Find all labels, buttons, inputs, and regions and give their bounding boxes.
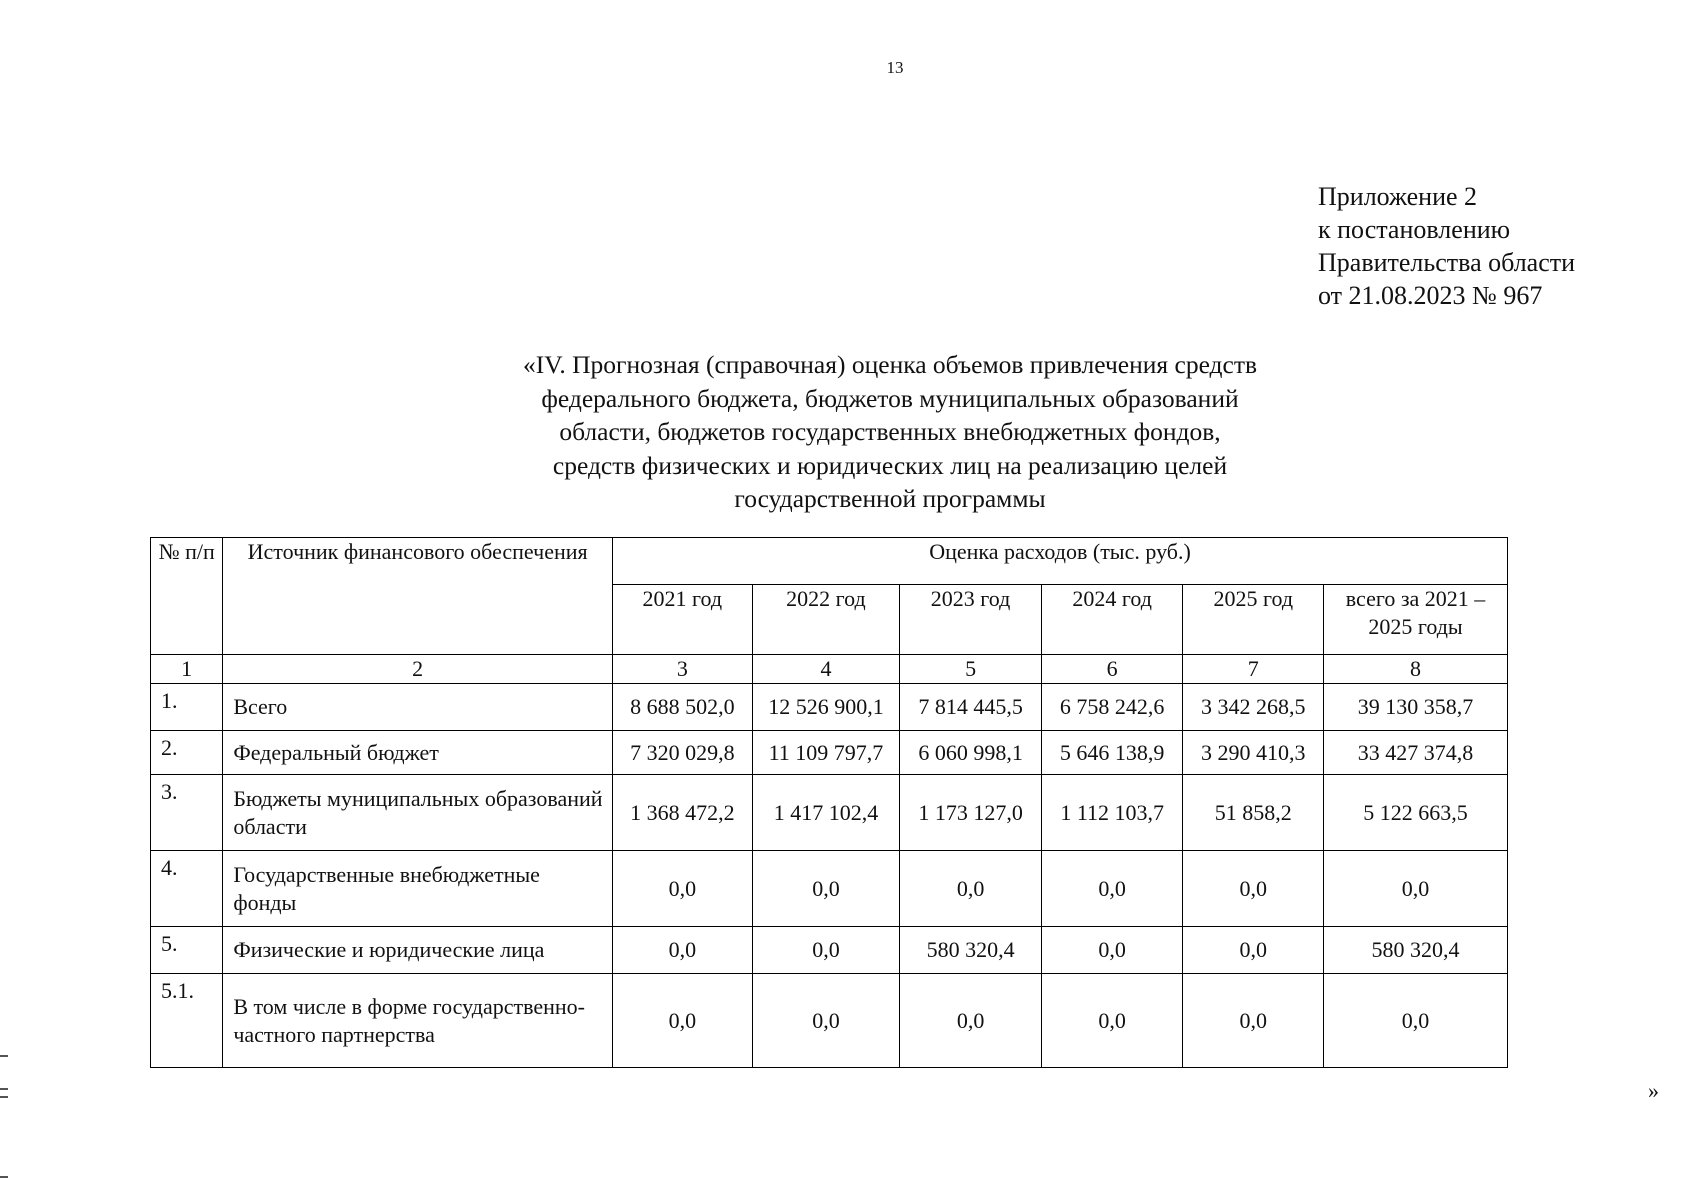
row-year-value: 1 112 103,7 xyxy=(1041,775,1183,851)
row-year-value: 7 814 445,5 xyxy=(900,684,1042,731)
row-year-value: 0,0 xyxy=(1041,974,1183,1068)
row-total-value: 0,0 xyxy=(1324,851,1508,927)
row-year-value: 5 646 138,9 xyxy=(1041,731,1183,775)
row-year-value: 0,0 xyxy=(752,851,900,927)
row-year-value: 0,0 xyxy=(1183,927,1324,974)
row-number: 4. xyxy=(151,851,223,927)
row-year-value: 0,0 xyxy=(613,974,753,1068)
row-year-value: 51 858,2 xyxy=(1183,775,1324,851)
header-year: 2025 год xyxy=(1183,585,1324,655)
row-year-value: 11 109 797,7 xyxy=(752,731,900,775)
row-year-value: 580 320,4 xyxy=(900,927,1042,974)
row-year-value: 1 417 102,4 xyxy=(752,775,900,851)
row-year-value: 0,0 xyxy=(900,974,1042,1068)
section-title-line: федерального бюджета, бюджетов муниципальных образований xyxy=(541,383,1239,413)
table-row xyxy=(151,684,1508,731)
column-number: 4 xyxy=(752,655,900,684)
row-source: Физические и юридические лица xyxy=(223,927,613,974)
appendix-line: Приложение 2 xyxy=(1318,182,1478,211)
row-source: В том числе в форме государственно-частного партнерства xyxy=(223,974,613,1068)
section-title-line: государственной программы xyxy=(734,484,1046,513)
column-number: 8 xyxy=(1324,655,1508,684)
row-number: 2. xyxy=(151,731,223,775)
table-row xyxy=(151,974,1508,1068)
row-year-value: 0,0 xyxy=(900,851,1042,927)
row-year-value: 0,0 xyxy=(613,851,753,927)
page-number: 13 xyxy=(886,58,904,77)
margin-tick xyxy=(0,1088,8,1090)
section-title xyxy=(420,348,1360,516)
column-number: 1 xyxy=(151,655,223,684)
row-year-value: 8 688 502,0 xyxy=(613,684,753,731)
table-row xyxy=(151,731,1508,775)
header-year: 2022 год xyxy=(752,585,900,655)
table-row xyxy=(151,927,1508,974)
row-year-value: 6 758 242,6 xyxy=(1041,684,1183,731)
row-total-value: 0,0 xyxy=(1324,974,1508,1068)
header-year: 2021 год xyxy=(613,585,753,655)
row-year-value: 0,0 xyxy=(1041,927,1183,974)
row-year-value: 0,0 xyxy=(1183,851,1324,927)
section-title-line: области, бюджетов государственных внебюджетных фондов, xyxy=(559,417,1221,446)
appendix-note xyxy=(1318,180,1575,312)
header-num: № п/п xyxy=(151,538,223,655)
row-year-value: 0,0 xyxy=(1041,851,1183,927)
table-row xyxy=(151,775,1508,851)
row-number: 3. xyxy=(151,775,223,851)
column-number-row xyxy=(151,655,1508,684)
appendix-line: к постановлению xyxy=(1318,215,1511,244)
row-number: 5. xyxy=(151,927,223,974)
row-year-value: 0,0 xyxy=(1183,974,1324,1068)
header-year: 2023 год xyxy=(900,585,1042,655)
row-number: 5.1. xyxy=(151,974,223,1068)
row-year-value: 3 290 410,3 xyxy=(1183,731,1324,775)
row-year-value: 7 320 029,8 xyxy=(613,731,753,775)
row-year-value: 12 526 900,1 xyxy=(752,684,900,731)
header-expenses: Оценка расходов (тыс. руб.) xyxy=(613,538,1508,585)
row-year-value: 0,0 xyxy=(752,974,900,1068)
margin-tick xyxy=(0,1096,8,1098)
appendix-line: Правительства области xyxy=(1318,248,1576,277)
header-total: всего за 2021 – 2025 годы xyxy=(1324,585,1508,655)
header-year: 2024 год xyxy=(1041,585,1183,655)
section-title-line: средств физических и юридических лиц на реализацию целей xyxy=(552,450,1228,480)
row-year-value: 6 060 998,1 xyxy=(900,731,1042,775)
margin-tick xyxy=(0,1176,8,1178)
row-source: Бюджеты муниципальных образований области xyxy=(223,775,613,851)
column-number: 3 xyxy=(613,655,753,684)
row-year-value: 0,0 xyxy=(613,927,753,974)
row-year-value: 1 173 127,0 xyxy=(900,775,1042,851)
row-year-value: 0,0 xyxy=(752,927,900,974)
row-source: Федеральный бюджет xyxy=(223,731,613,775)
row-total-value: 39 130 358,7 xyxy=(1324,684,1508,731)
row-total-value: 33 427 374,8 xyxy=(1324,731,1508,775)
section-title-line: «IV. Прогнозная (справочная) оценка объемов привлечения средств xyxy=(522,350,1258,379)
column-number: 7 xyxy=(1183,655,1324,684)
row-total-value: 5 122 663,5 xyxy=(1324,775,1508,851)
closing-quote: » xyxy=(1648,1078,1659,1103)
table-row xyxy=(151,851,1508,927)
row-year-value: 1 368 472,2 xyxy=(613,775,753,851)
row-total-value: 580 320,4 xyxy=(1324,927,1508,974)
funding-table xyxy=(150,537,1508,1068)
row-year-value: 3 342 268,5 xyxy=(1183,684,1324,731)
margin-tick xyxy=(0,1055,8,1057)
row-source: Государственные внебюджетные фонды xyxy=(223,851,613,927)
header-source: Источник финансового обеспечения xyxy=(223,538,613,655)
appendix-line: от 21.08.2023 № 967 xyxy=(1318,281,1543,310)
column-number: 5 xyxy=(900,655,1042,684)
row-number: 1. xyxy=(151,684,223,731)
column-number: 2 xyxy=(223,655,613,684)
column-number: 6 xyxy=(1041,655,1183,684)
row-source: Всего xyxy=(223,684,613,731)
